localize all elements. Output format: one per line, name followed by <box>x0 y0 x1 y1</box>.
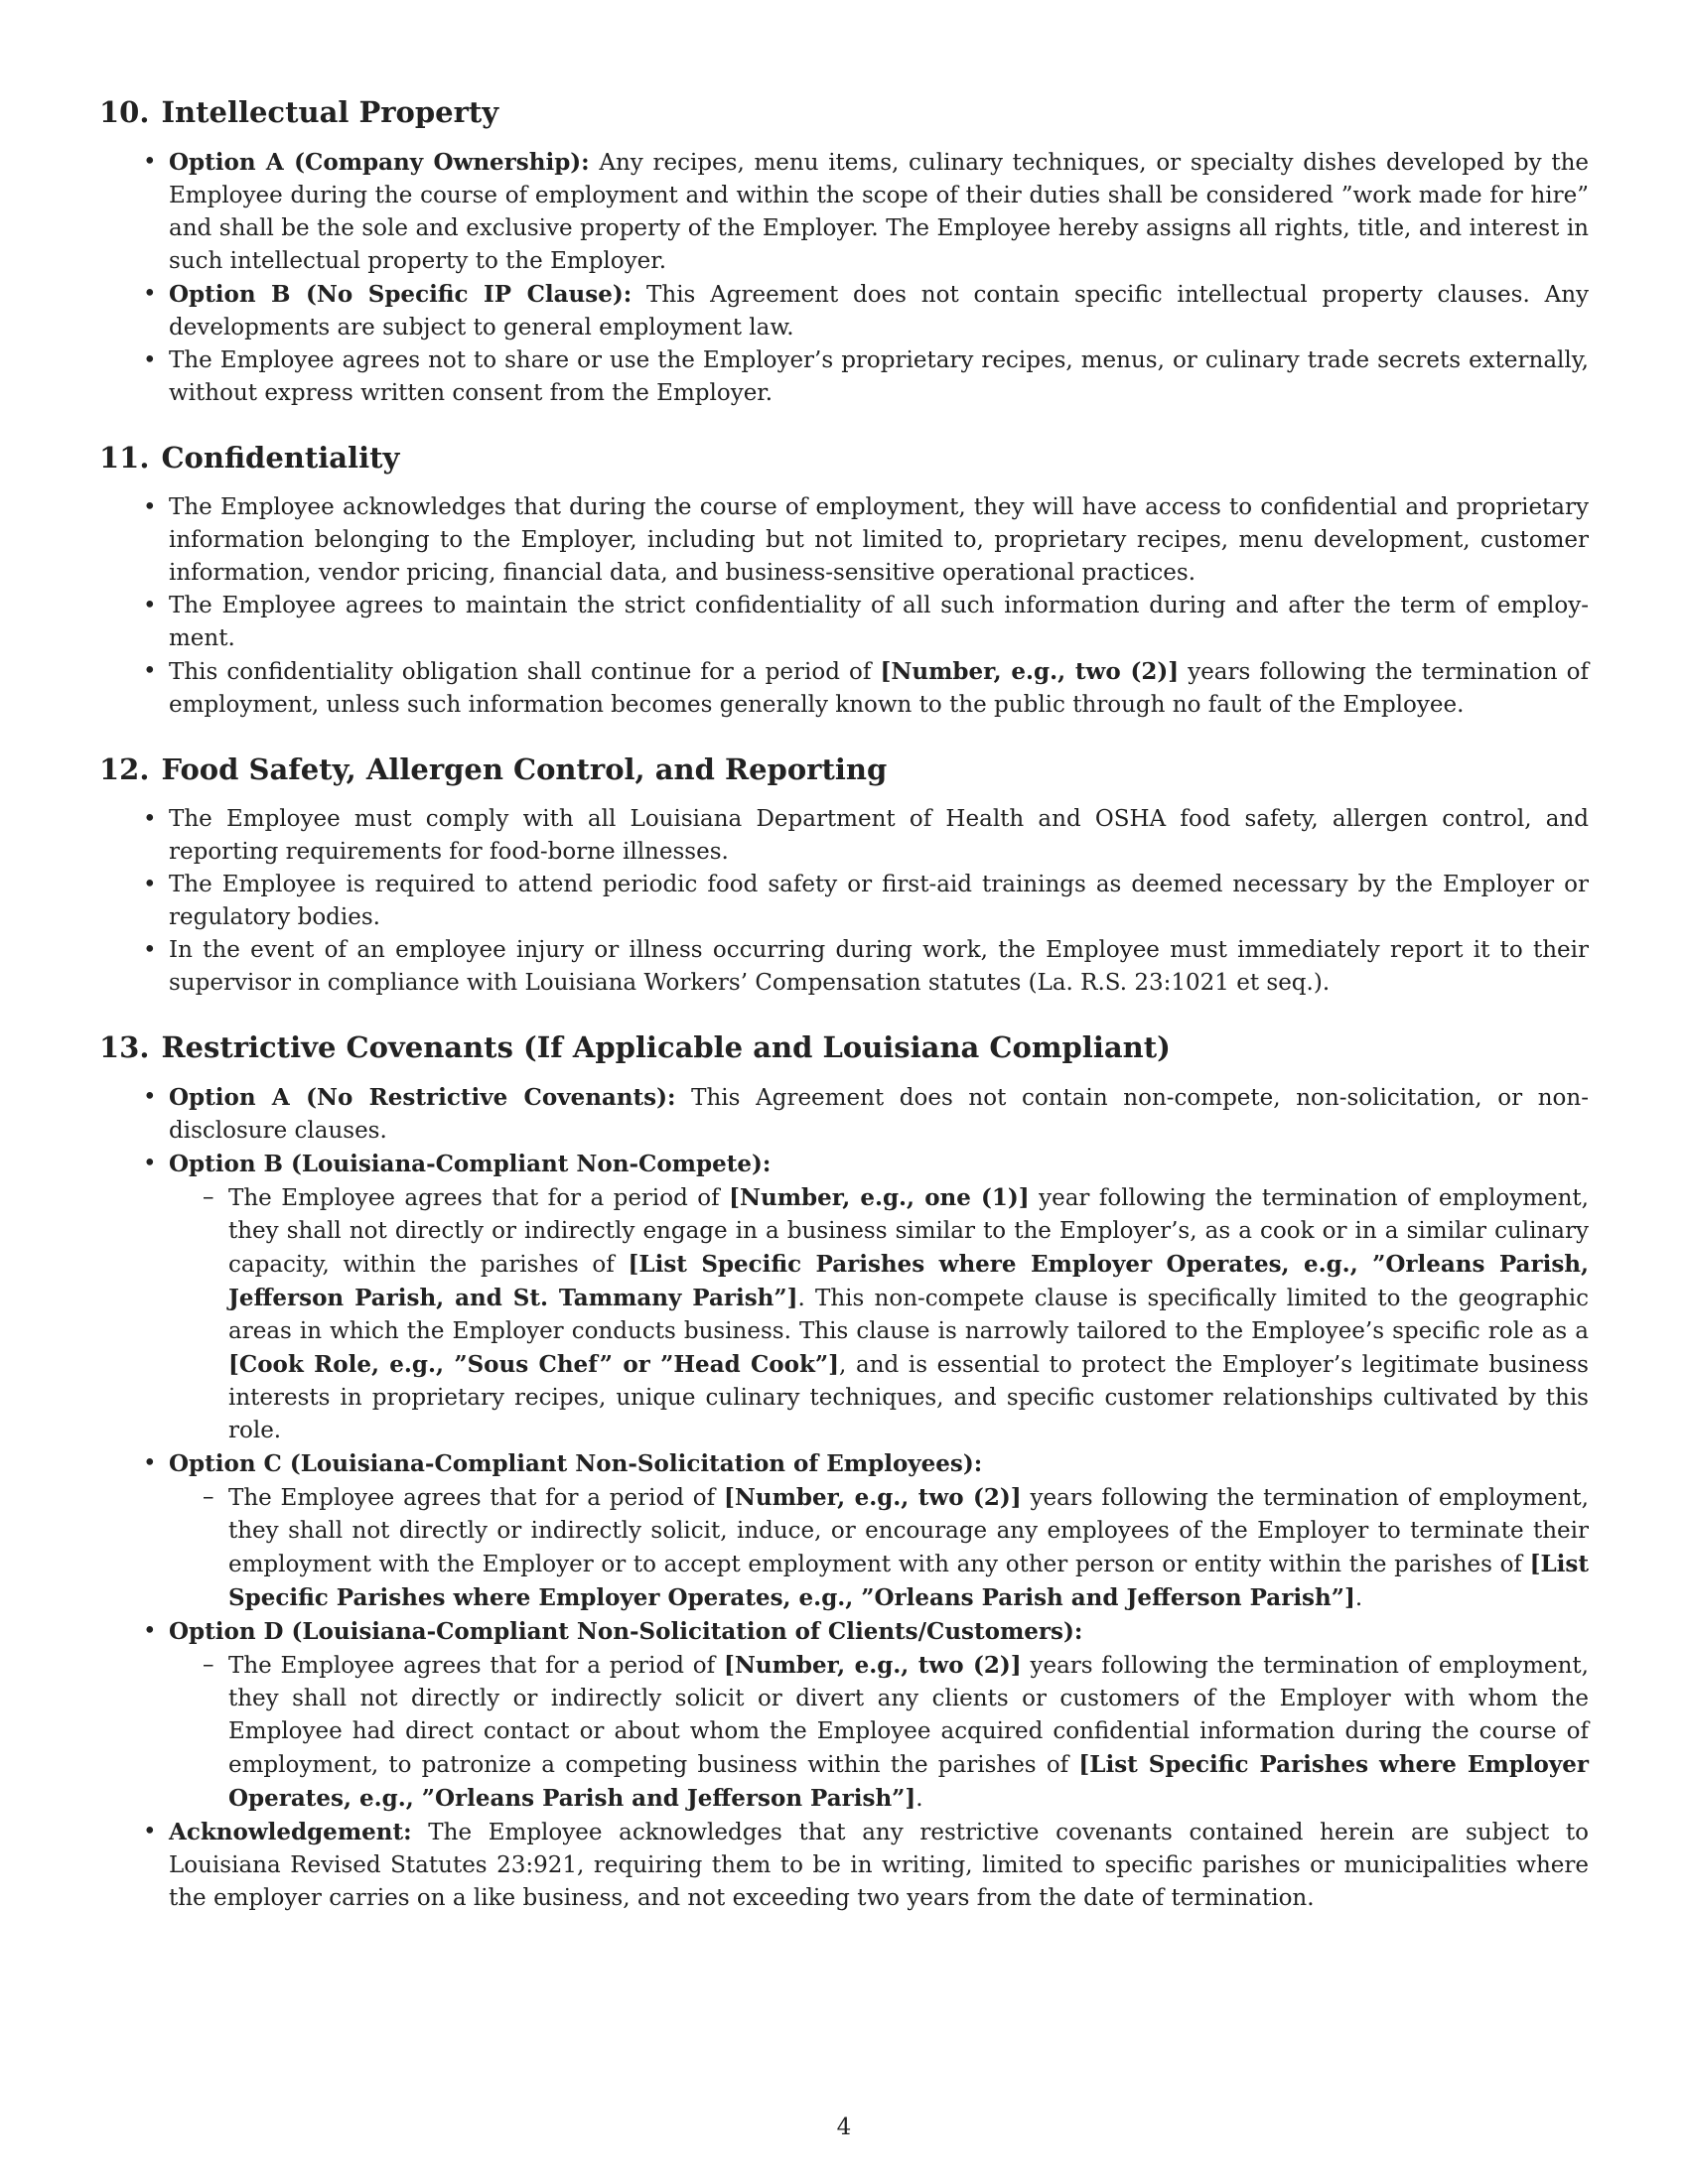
list-item <box>169 278 1589 344</box>
section-number: 12. <box>99 752 150 786</box>
item-text: . <box>1354 1585 1363 1611</box>
list-item <box>169 869 1589 934</box>
list-item <box>169 1615 1589 1816</box>
item-text: The Employee agrees that for a period of <box>228 1485 724 1511</box>
option-label: Option D (Louisiana-Compliant Non-Solicitation of Clients/Customers): <box>169 1618 1083 1645</box>
section-heading <box>99 94 1589 130</box>
section-number: 13. <box>99 1030 150 1064</box>
item-text: This Agreement does not contain non-compete, non-solicitation, or non-disclosure clauses. <box>169 1085 1589 1144</box>
sub-list-item <box>228 1181 1589 1447</box>
placeholder-field: [Number, e.g., two (2)] <box>723 1652 1022 1679</box>
item-text: This confidentiality obligation shall continue for a period of <box>169 659 881 685</box>
item-text: years following the termination of employment, they shall not directly or indirectly solicit, induce, or encourage any employees of the Employer to terminate their employment with the Employer or to accept employment with any other person or entity within the parishes of <box>228 1485 1589 1577</box>
item-text: The Employee must comply with all Louisiana Department of Health and OSHA food safety, allergen control, and reporting requirements for food-borne illnesses. <box>169 806 1589 865</box>
item-text: The Employee acknowledges that any restrictive covenants contained herein are subject to Louisiana Revised Statutes 23:921, requiring them to be in writing, limited to specific parishes or municipalities where the employer carries on a like business, and not exceeding two years from the date of termination. <box>169 1820 1589 1911</box>
item-text: The Employee agrees that for a period of <box>228 1653 724 1679</box>
section-food-safety <box>99 751 1589 1000</box>
bullet-list <box>99 146 1589 410</box>
item-text: The Employee agrees to maintain the strict confidentiality of all such information during and after the term of employ-ment. <box>169 593 1589 651</box>
sub-list <box>169 1181 1589 1447</box>
list-item <box>169 344 1589 410</box>
list-item <box>169 1148 1589 1447</box>
list-item <box>169 1081 1589 1148</box>
section-heading <box>99 1029 1589 1065</box>
list-item <box>169 803 1589 869</box>
option-label: Option C (Louisiana-Compliant Non-Solicitation of Employees): <box>169 1450 983 1477</box>
option-label: Option A (Company Ownership): <box>169 149 590 176</box>
section-title: Confidentiality <box>161 441 400 475</box>
page-number: 4 <box>836 2115 852 2140</box>
item-text: . This non-compete clause is specifically limited to the geographic areas in which the Employer conducts business. This clause is narrowly tailored to the Employee’s specific role as a <box>228 1286 1590 1344</box>
sub-list <box>169 1481 1589 1615</box>
section-number: 10. <box>99 95 150 129</box>
document-page <box>99 94 1589 1945</box>
option-label: Acknowledgement: <box>169 1819 412 1845</box>
placeholder-field: [List Specific Parishes where Employer Operates, e.g., ”Orleans Parish and Jefferson Parish”] <box>228 1551 1589 1611</box>
section-title: Intellectual Property <box>161 95 499 129</box>
sub-list <box>169 1649 1589 1816</box>
bullet-list <box>99 1081 1589 1915</box>
list-item <box>169 655 1589 722</box>
sub-list-item <box>228 1481 1589 1615</box>
list-item <box>169 1816 1589 1915</box>
item-text: . <box>915 1786 923 1812</box>
item-text: The Employee agrees that for a period of <box>228 1185 730 1211</box>
item-text: The Employee acknowledges that during the course of employment, they will have access to confidential and proprietary information belonging to the Employer, including but not limited to, proprietary recipes, menu development, customer information, vendor pricing, financial data, and business-sensitive operational practices. <box>169 494 1589 586</box>
item-text: The Employee is required to attend periodic food safety or first-aid trainings as deemed necessary by the Employer or regulatory bodies. <box>169 872 1589 930</box>
bullet-list <box>99 491 1589 722</box>
option-label: Option A (No Restrictive Covenants): <box>169 1084 676 1111</box>
item-text: , and is essential to protect the Employer’s legitimate business interests in proprietary recipes, unique culinary techniques, and specific customer relationships cultivated by this role. <box>228 1352 1589 1443</box>
item-text: This Agreement does not contain specific intellectual property clauses. Any developments are subject to general employment law. <box>169 282 1590 341</box>
sub-list-item <box>228 1649 1589 1816</box>
list-item <box>169 146 1589 278</box>
item-text: years following the termination of employment, they shall not directly or indirectly solicit or divert any clients or customers of the Employer with whom the Employee had direct contact or about whom the Employee acquired confidential information during the course of employment, to patronize a competing business within the parishes of <box>228 1653 1589 1778</box>
placeholder-field: [List Specific Parishes where Employer Operates, e.g., ”Orleans Parish, Jefferson Parish, and St. Tammany Parish”] <box>228 1251 1589 1311</box>
option-label: Option B (Louisiana-Compliant Non-Compete): <box>169 1151 772 1177</box>
placeholder-field: [Cook Role, e.g., ”Sous Chef” or ”Head Cook”] <box>228 1351 840 1378</box>
section-number: 11. <box>99 441 150 475</box>
placeholder-field: [Number, e.g., two (2)] <box>723 1484 1022 1511</box>
section-confidentiality <box>99 440 1589 722</box>
item-text: year following the termination of employment, they shall not directly or indirectly engage in a business similar to the Employer’s, as a cook or in a similar culinary capacity, within the parishes of <box>228 1185 1589 1278</box>
list-item <box>169 934 1589 1000</box>
section-title: Food Safety, Allergen Control, and Reporting <box>161 752 888 786</box>
item-text: years following the termination of employment, unless such information becomes generally known to the public through no fault of the Employee. <box>169 659 1589 718</box>
section-title: Restrictive Covenants (If Applicable and Louisiana Compliant) <box>161 1030 1171 1064</box>
bullet-list <box>99 803 1589 1000</box>
item-text: Any recipes, menu items, culinary techniques, or specialty dishes developed by the Employee during the course of employment and within the scope of their duties shall be considered ”work made for hire” and shall be the sole and exclusive property of the Employer. The Employee hereby assigns all rights, title, and interest in such intellectual property to the Employer. <box>169 150 1589 274</box>
list-item <box>169 1447 1589 1615</box>
section-heading <box>99 751 1589 787</box>
item-text: In the event of an employee injury or illness occurring during work, the Employee must immediately report it to their supervisor in compliance with Louisiana Workers’ Compensation statutes (La. R.S. 23:1021 et seq.). <box>169 937 1589 996</box>
option-label: Option B (No Specific IP Clause): <box>169 281 633 308</box>
placeholder-field: [Number, e.g., two (2)] <box>880 658 1180 685</box>
section-heading <box>99 440 1589 476</box>
placeholder-field: [Number, e.g., one (1)] <box>729 1184 1030 1211</box>
list-item <box>169 491 1589 590</box>
item-text: The Employee agrees not to share or use the Employer’s proprietary recipes, menus, or culinary trade secrets externally, without express written consent from the Employer. <box>169 347 1589 406</box>
section-intellectual-property <box>99 94 1589 410</box>
section-restrictive-covenants <box>99 1029 1589 1915</box>
list-item <box>169 590 1589 655</box>
placeholder-field: [List Specific Parishes where Employer Operates, e.g., ”Orleans Parish and Jefferson Parish”] <box>228 1751 1589 1812</box>
